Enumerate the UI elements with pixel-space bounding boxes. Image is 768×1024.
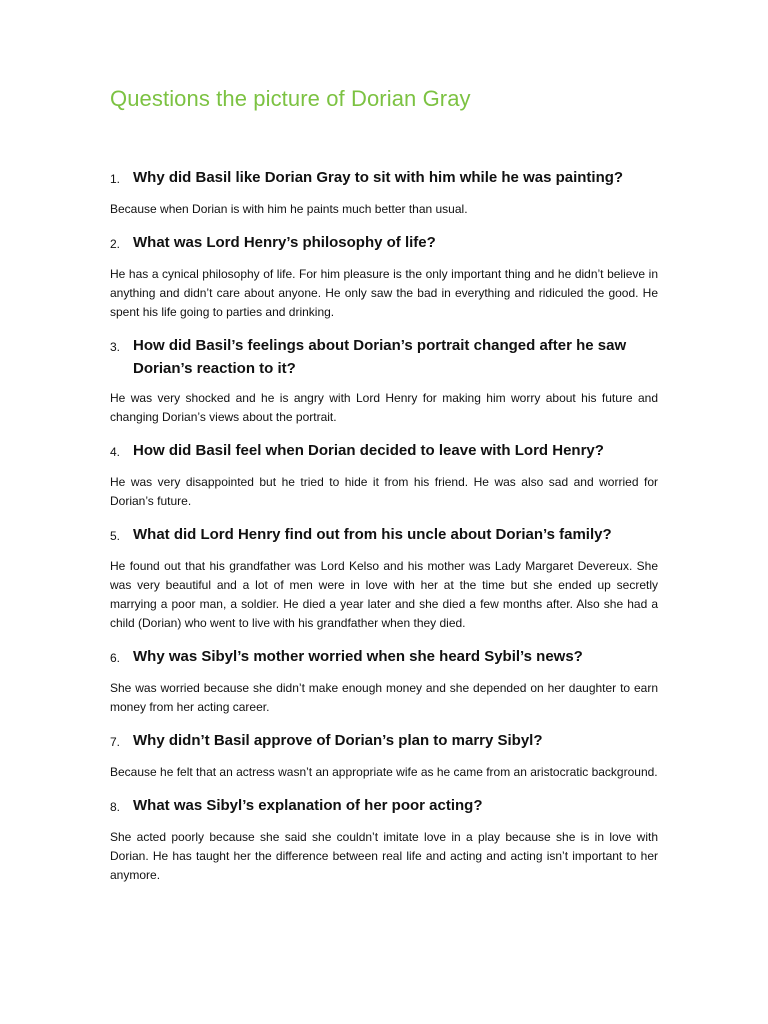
- question: [110, 231, 658, 256]
- question-text: How did Basil’s feelings about Dorian’s portrait changed after he saw Dorian’s reaction to it?: [133, 337, 627, 377]
- question-text: What was Lord Henry’s philosophy of life?: [133, 234, 436, 251]
- question: [110, 645, 658, 670]
- question-text: Why didn’t Basil approve of Dorian’s plan to marry Sibyl?: [133, 732, 543, 749]
- qa-item: [110, 166, 658, 219]
- answer-text: He has a cynical philosophy of life. For him pleasure is the only important thing and he didn’t believe in anything and didn’t care about anyone. He only saw the bad in everything and ridiculed the good. He spent his life going to parties and drinking.: [110, 267, 658, 319]
- question: [110, 729, 658, 754]
- question-number: 2.: [110, 237, 121, 251]
- qa-item: [110, 523, 658, 633]
- qa-item: [110, 439, 658, 511]
- document-title: Questions the picture of Dorian Gray: [110, 86, 471, 111]
- qa-item: [110, 794, 658, 885]
- answer-text: Because when Dorian is with him he paints much better than usual.: [110, 202, 468, 216]
- question-text: What did Lord Henry find out from his uncle about Dorian’s family?: [133, 526, 612, 543]
- qa-item: [110, 729, 658, 782]
- question-text: What was Sibyl’s explanation of her poor acting?: [133, 797, 483, 814]
- answer-text: He was very disappointed but he tried to hide it from his friend. He was also sad and worried for Dorian’s future.: [110, 475, 658, 508]
- answer-text: Because he felt that an actress wasn’t an appropriate wife as he came from an aristocratic background.: [110, 765, 658, 779]
- question: [110, 166, 658, 191]
- answer-text: She was worried because she didn’t make enough money and she depended on her daughter to earn money from her acting career.: [110, 681, 658, 714]
- question-text: How did Basil feel when Dorian decided to leave with Lord Henry?: [133, 442, 604, 459]
- qa-item: [110, 231, 658, 322]
- question-list: [110, 166, 658, 897]
- question-text: Why was Sibyl’s mother worried when she heard Sybil’s news?: [133, 648, 583, 665]
- question-number: 8.: [110, 800, 121, 814]
- answer-text: He found out that his grandfather was Lord Kelso and his mother was Lady Margaret Devereux. She was very beautiful and a lot of men were in love with her at the time but she ended up secretly marrying a poor man, a soldier. He died a year later and she died a few months after. Also she had a child (Dorian) who went to live with his grandfather when they died.: [110, 559, 658, 630]
- question-number: 1.: [110, 172, 121, 186]
- question-text: Why did Basil like Dorian Gray to sit with him while he was painting?: [133, 169, 624, 186]
- question: [110, 439, 658, 464]
- question-number: 4.: [110, 445, 121, 459]
- qa-item: [110, 334, 658, 427]
- question: [110, 794, 658, 819]
- qa-item: [110, 645, 658, 717]
- question-number: 7.: [110, 735, 121, 749]
- question-number: 3.: [110, 340, 121, 354]
- question-number: 5.: [110, 529, 121, 543]
- question-number: 6.: [110, 651, 121, 665]
- question: [110, 523, 658, 548]
- answer-text: She acted poorly because she said she couldn’t imitate love in a play because she is in love with Dorian. He has taught her the difference between real life and acting and acting isn’t important to her anymore.: [110, 830, 658, 882]
- answer-text: He was very shocked and he is angry with Lord Henry for making him worry about his future and changing Dorian’s views about the portrait.: [110, 391, 658, 424]
- question: [110, 334, 658, 380]
